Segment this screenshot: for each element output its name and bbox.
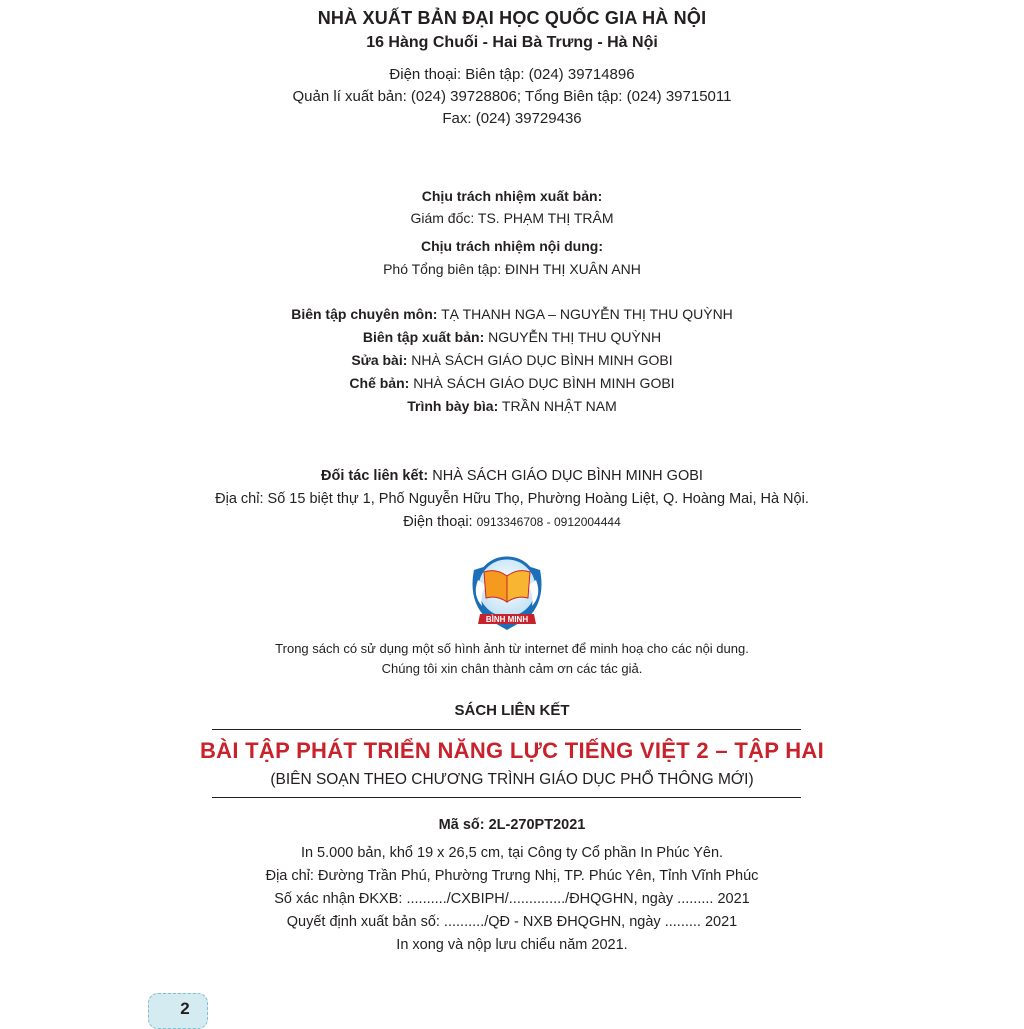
content-responsibility-person: Phó Tổng biên tập: ĐINH THỊ XUÂN ANH	[383, 261, 641, 277]
publishing-responsibility-label: Chịu trách nhiệm xuất bản:	[421, 188, 603, 204]
publisher-contact-line: Điện thoại: Biên tập: (024) 39714896	[389, 66, 635, 83]
partner-address: Địa chỉ: Số 15 biệt thự 1, Phố Nguyễn Hữu Thọ, Phường Hoàng Liệt, Q. Hoàng Mai, Hà Nội.	[215, 491, 809, 507]
book-title: BÀI TẬP PHÁT TRIỂN NĂNG LỰC TIẾNG VIỆT 2 – TẬP HAI	[199, 738, 825, 763]
publisher-contact-line: Quản lí xuất bản: (024) 39728806; Tổng Biên tập: (024) 39715011	[292, 88, 732, 105]
credit-line: Trình bày bìa: TRẦN NHẬT NAM	[407, 398, 617, 414]
svg-text:BÌNH MINH: BÌNH MINH	[485, 615, 529, 624]
credit-line: Biên tập chuyên môn: TẠ THANH NGA – NGUYỄN THỊ THU QUỲNH	[291, 306, 733, 322]
imprint-line: Số xác nhận ĐKXB: ........../CXBIPH/............../ĐHQGHN, ngày ......... 2021	[274, 891, 750, 907]
divider	[212, 729, 801, 730]
image-credit-note: Trong sách có sử dụng một số hình ảnh từ internet để minh hoạ cho các nội dung.	[275, 641, 749, 656]
partner-phone: Điện thoại: 0913346708 - 0912004444	[403, 514, 621, 530]
imprint-line: In 5.000 bản, khổ 19 x 26,5 cm, tại Công ty Cổ phần In Phúc Yên.	[300, 845, 724, 861]
book-subtitle: (BIÊN SOẠN THEO CHƯƠNG TRÌNH GIÁO DỤC PHỔ THÔNG MỚI)	[270, 771, 754, 788]
imprint-line: Địa chỉ: Đường Trần Phú, Phường Trưng Nhị, TP. Phúc Yên, Tỉnh Vĩnh Phúc	[265, 868, 759, 884]
content-responsibility-label: Chịu trách nhiệm nội dung:	[421, 238, 603, 254]
book-code: Mã số: 2L-270PT2021	[438, 817, 586, 833]
binh-minh-logo	[464, 540, 550, 634]
page-number: 2	[180, 999, 190, 1018]
divider	[212, 797, 801, 798]
credit-line: Sửa bài: NHÀ SÁCH GIÁO DỤC BÌNH MINH GOBI	[351, 352, 673, 368]
thanks-note: Chúng tôi xin chân thành cảm ơn các tác giả.	[381, 661, 643, 676]
publishing-responsibility-person: Giám đốc: TS. PHẠM THỊ TRÂM	[410, 210, 614, 226]
credit-line: Biên tập xuất bản: NGUYỄN THỊ THU QUỲNH	[362, 329, 662, 345]
imprint-line: Quyết định xuất bản số: ........../QĐ - NXB ĐHQGHN, ngày ......... 2021	[286, 914, 738, 930]
partner-name: Đối tác liên kết: NHÀ SÁCH GIÁO DỤC BÌNH MINH GOBI	[321, 468, 703, 484]
publisher-address: 16 Hàng Chuối - Hai Bà Trưng - Hà Nội	[366, 34, 658, 51]
publisher-fax: Fax: (024) 39729436	[442, 110, 582, 127]
credit-line: Chế bản: NHÀ SÁCH GIÁO DỤC BÌNH MINH GOBI	[349, 375, 675, 391]
linked-book-heading: SÁCH LIÊN KẾT	[454, 702, 570, 719]
imprint-line: In xong và nộp lưu chiểu năm 2021.	[396, 937, 628, 953]
publisher-name: NHÀ XUẤT BẢN ĐẠI HỌC QUỐC GIA HÀ NỘI	[317, 8, 707, 28]
